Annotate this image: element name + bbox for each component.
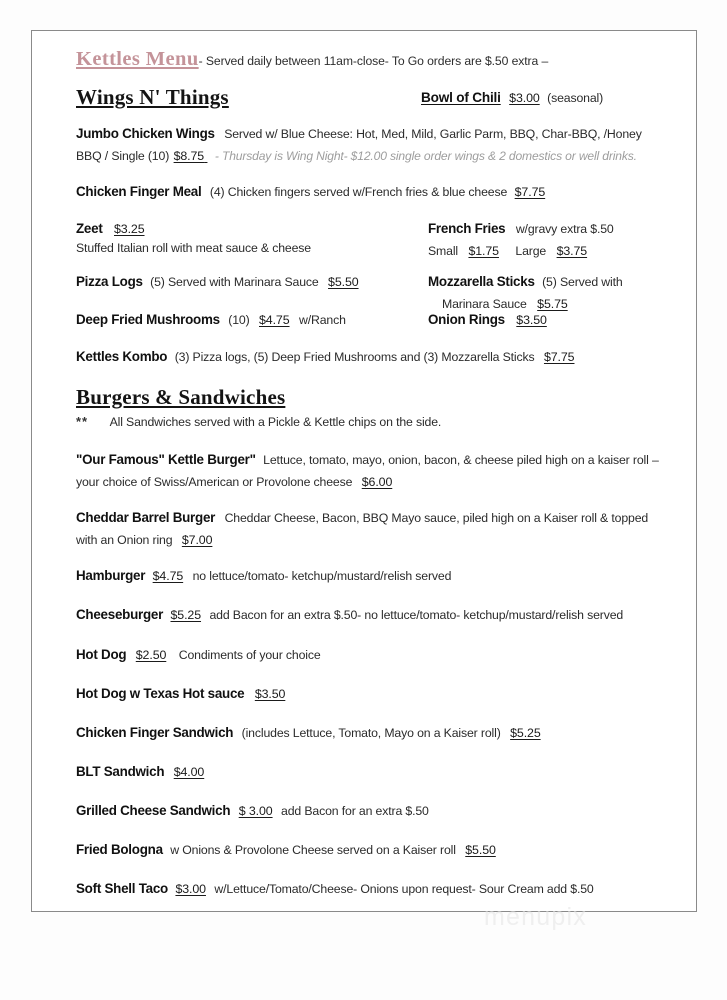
item-name: BLT Sandwich	[76, 763, 165, 779]
item-description: (includes Lettuce, Tomato, Mayo on a Kaiser roll)	[241, 725, 501, 740]
fries-small-price: $1.75	[468, 243, 499, 258]
item-price: $5.25	[510, 725, 541, 740]
item-price: $7.75	[514, 184, 546, 199]
item-name: Kettles Kombo	[76, 348, 168, 364]
item-price: $3.50	[254, 686, 286, 701]
item-name: French Fries	[428, 220, 506, 236]
page-title: Kettles Menu	[76, 48, 199, 70]
item-price: $3.25	[114, 221, 145, 236]
menu-item-grilled-cheese-sandwich	[76, 800, 666, 822]
menu-content	[76, 49, 666, 900]
item-price: $7.00	[181, 533, 213, 548]
item-price: $5.75	[537, 296, 568, 311]
menu-sheet	[31, 30, 697, 912]
menu-item-hamburger	[76, 565, 666, 587]
item-price: $5.50	[465, 842, 496, 857]
section-heading-row-wings	[76, 86, 666, 109]
menu-item-french-fries	[428, 218, 676, 262]
item-count: (10)	[228, 312, 250, 327]
item-description: w/gravy extra $.50	[515, 221, 614, 236]
item-price: $6.00	[361, 475, 393, 490]
asterisk-marker: **	[76, 414, 89, 430]
item-price: $7.75	[543, 349, 575, 364]
item-price: $4.75	[259, 312, 290, 327]
menu-title-line	[76, 49, 666, 70]
item-name: Hot Dog w Texas Hot sauce	[76, 685, 245, 701]
item-name: Onion Rings	[428, 311, 505, 327]
item-name: Cheeseburger	[76, 607, 164, 623]
item-name: Chicken Finger Meal	[76, 183, 202, 199]
menupix-watermark: menupix	[484, 903, 587, 931]
item-description: add Bacon for an extra $.50	[281, 803, 429, 818]
menu-item-cheddar-barrel-burger	[76, 507, 666, 551]
item-name: "Our Famous" Kettle Burger"	[76, 452, 256, 468]
item-description: Cheddar Cheese, Bacon, BBQ Mayo sauce, piled high on a Kaiser roll & topped with an Onion ring	[76, 511, 649, 548]
menu-tagline: - Served daily between 11am-close- To Go orders are $.50 extra –	[198, 54, 549, 68]
menu-item-kettle-burger	[76, 449, 666, 493]
item-name: Jumbo Chicken Wings	[76, 125, 215, 141]
item-description: w/Ranch	[298, 312, 346, 327]
item-italic-note: - Thursday is Wing Night- $12.00 single order wings & 2 domestics or well drinks.	[214, 148, 637, 163]
menu-item-kettles-kombo	[76, 346, 666, 368]
bowl-of-chili-note: (seasonal)	[547, 90, 604, 105]
menu-item-chicken-finger-sandwich	[76, 722, 666, 744]
item-price: $3.50	[516, 312, 547, 327]
item-description: add Bacon for an extra $.50- no lettuce/tomato- ketchup/mustard/relish served	[209, 608, 624, 623]
menu-item-chicken-finger-meal	[76, 181, 666, 203]
fries-large-label: Large	[515, 243, 547, 258]
bowl-of-chili-name: Bowl of Chili	[421, 89, 501, 105]
item-price: $5.50	[328, 274, 359, 289]
item-name: Hot Dog	[76, 646, 127, 662]
menu-item-jumbo-chicken-wings	[76, 123, 666, 167]
item-price: $ 3.00	[238, 803, 273, 818]
section-heading-wings: Wings N' Things	[76, 84, 229, 109]
section-heading-row-burgers	[76, 386, 666, 409]
mozz-sauce-label: Marinara Sauce	[442, 296, 527, 311]
item-description: Condiments of your choice	[178, 647, 321, 662]
menu-row-mushrooms-onionrings	[76, 309, 666, 331]
menu-item-cheeseburger	[76, 604, 666, 626]
menu-item-fried-bologna	[76, 839, 666, 861]
item-name: Fried Bologna	[76, 841, 163, 857]
item-price: $3.00	[175, 882, 206, 897]
item-description: Served w/ Blue Cheese: Hot, Med, Mild, Garlic Parm, BBQ, Char-BBQ, /Honey BBQ / Single (10)	[76, 126, 642, 163]
menu-row-zeet-fries	[76, 218, 666, 257]
menu-item-hot-dog-texas	[76, 683, 666, 705]
item-description: w/Lettuce/Tomato/Cheese- Onions upon request- Sour Cream add $.50	[214, 882, 594, 897]
sandwich-subnote-row	[76, 411, 666, 433]
item-description: Lettuce, tomato, mayo, onion, bacon, & cheese piled high on a kaiser roll – your choice of Swiss/American or Provolone cheese	[76, 453, 659, 490]
item-name: Pizza Logs	[76, 273, 143, 289]
menu-item-hot-dog	[76, 644, 666, 666]
bowl-of-chili-item	[421, 89, 669, 107]
item-price: $5.25	[170, 608, 202, 623]
menu-row-pizzalogs-mozz	[76, 271, 666, 311]
item-description: w Onions & Provolone Cheese served on a Kaiser roll	[170, 842, 456, 857]
item-name: Grilled Cheese Sandwich	[76, 802, 231, 818]
bowl-of-chili-price: $3.00	[509, 90, 540, 105]
item-description: (5) Served with	[542, 274, 623, 289]
item-price: $8.75	[173, 148, 205, 163]
section-heading-burgers: Burgers & Sandwiches	[76, 385, 286, 410]
fries-small-label: Small	[428, 243, 458, 258]
menu-item-onion-rings	[428, 309, 676, 331]
menu-item-soft-shell-taco	[76, 878, 666, 900]
fries-large-price: $3.75	[556, 243, 588, 258]
item-name: Chicken Finger Sandwich	[76, 724, 234, 740]
item-name: Mozzarella Sticks	[428, 273, 535, 289]
item-description: Stuffed Italian roll with meat sauce & cheese	[76, 240, 311, 255]
item-price: $2.50	[135, 647, 167, 662]
item-name: Hamburger	[76, 568, 146, 584]
item-description: no lettuce/tomato- ketchup/mustard/relish served	[192, 569, 452, 584]
item-description: (3) Pizza logs, (5) Deep Fried Mushrooms and (3) Mozzarella Sticks	[174, 349, 535, 364]
sandwich-subnote: All Sandwiches served with a Pickle & Kettle chips on the side.	[109, 415, 442, 430]
item-name: Cheddar Barrel Burger	[76, 510, 216, 526]
item-price: $4.00	[173, 764, 205, 779]
menu-item-blt-sandwich	[76, 761, 666, 783]
item-price: $4.75	[152, 569, 184, 584]
item-name: Zeet	[76, 220, 103, 236]
item-description: (5) Served with Marinara Sauce	[150, 274, 319, 289]
item-name: Soft Shell Taco	[76, 881, 168, 897]
item-description: (4) Chicken fingers served w/French fries & blue cheese	[209, 184, 508, 199]
item-name: Deep Fried Mushrooms	[76, 311, 220, 327]
